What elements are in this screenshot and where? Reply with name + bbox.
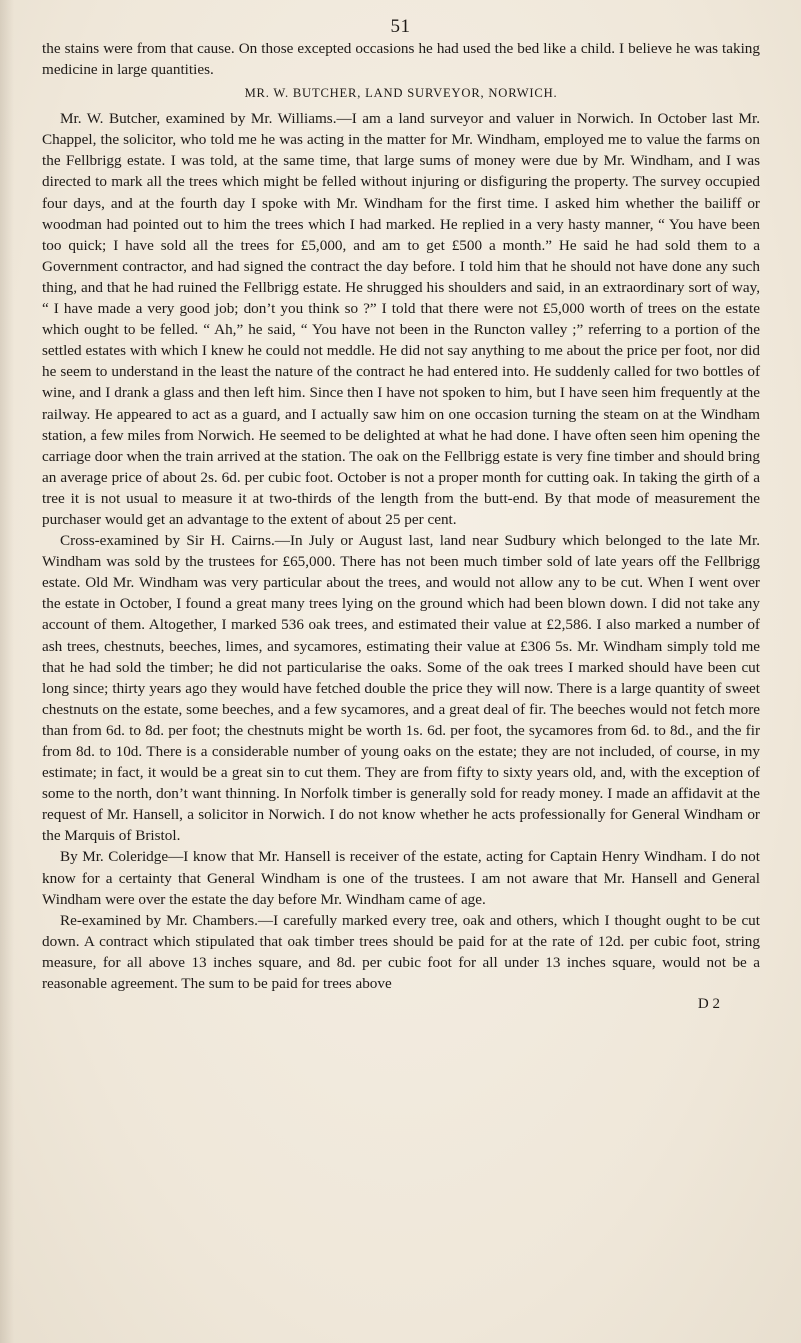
paragraph-cross-examination: Cross-examined by Sir H. Cairns.—In July or August last, land near Sudbury which belonged to the late Mr. Windham was sold by the trustees for £65,000. There has not been much timber sold of late years off the Fellbrigg estate. Old Mr. Windham was very particular about the trees, and would not allow any to be cut. When I went over the estate in October, I found a great many trees lying on the ground which had been blown down. I did not take any account of them. Altogether, I marked 536 oak trees, and estimated their value at £2,586. I also marked a number of ash trees, chestnuts, beeches, limes, and sycamores, estimating their value at £306 5s. Mr. Windham simply told me that he had sold the timber; he did not particularise the oaks. Some of the oak trees I marked should have been cut long since; thirty years ago they would have fetched double the price they will now. There is a large quantity of sweet chestnuts on the estate, some beeches, and a few sycamores, and a great deal of fir. The beeches would not fetch more than from 6d. to 8d. per foot; the chestnuts might be worth 1s. 6d. per foot, the sycamores from 6d. to 8d., and the fir from 8d. to 10d. There is a considerable number of young oaks on the estate; they are not included, of course, in my estimate; in fact, it would be a great sin to cut them. They are from fifty to sixty years old, and, with the exception of some to the north, don’t want thinning. In Norfolk timber is generally sold for ready money. I made an affidavit at the request of Mr. Hansell, a solicitor in Norwich. I do not know whether he acts professionally for General Windham or the Marquis of Bristol. <box>42 532 760 845</box>
binding-shadow <box>0 0 14 1343</box>
section-heading: MR. W. BUTCHER, LAND SURVEYOR, NORWICH. <box>244 86 558 101</box>
signature-mark: D 2 <box>697 996 720 1013</box>
paragraph-examination: Mr. W. Butcher, examined by Mr. Williams.—I am a land surveyor and valuer in Norwich. In October last Mr. Chappel, the solicitor, who told me he was acting in the matter for Mr. Windham, employed me to value the farms on the Fellbrigg estate. I was told, at the same time, that large sums of money were due by Mr. Windham, and I was directed to mark all the trees which might be felled without injuring or disfiguring the property. The survey occupied four days, and at the fourth day I spoke with Mr. Windham for the first time. I asked him whether the bailiff or woodman had pointed out to him the trees which I had marked. He replied in a very hasty manner, “ You have been too quick; I have sold all the trees for £5,000, and am to get £500 a month.” He said he had sold them to a Government contractor, and had signed the contract the day before. I told him that he should not have done any such thing, and that he had ruined the Fellbrigg estate. He shrugged his shoulders and said, in an extraordinary sort of way, “ I have made a very good job; don’t you think so ?” I told that there were not £5,000 worth of trees on the estate which ought to be felled. “ Ah,” he said, “ You have not been in the Runcton valley ;” referring to a portion of the settled estates with which I knew he could not meddle. He did not say anything to me about the price per foot, nor did he seem to understand in the least the nature of the contract he had entered into. He suddenly called for two bottles of wine, and I drank a glass and then left him. Since then I have not spoken to him, but I have seen him frequently at the railway. He appeared to act as a guard, and I actually saw him on one occasion turning the steam on at the Windham station, a few miles from Norwich. He seemed to be delighted at what he had done. I have often seen him opening the carriage door when the train arrived at the station. The oak on the Fellbrigg estate is very fine timber and should bring an average price of about 2s. 6d. per cubic foot. October is not a proper month for cutting oak. In taking the girth of a tree it is not usual to measure it at two-thirds of the length from the butt-end. By that mode of measurement the purchaser would get an advantage to the extent of about 25 per cent. <box>42 110 760 528</box>
paragraph-re-examination: Re-examined by Mr. Chambers.—I carefully marked every tree, oak and others, which I thought ought to be cut down. A contract which stipulated that oak timber trees should be paid for at the rate of 12d. per cubic foot, string measure, for all above 13 inches square, and 8d. per cubic foot for all under 13 inches square, would not be a reasonable agreement. The sum to be paid for trees above <box>42 911 760 993</box>
continued-paragraph: the stains were from that cause. On those excepted occasions he had used the bed like a child. I believe he was taking medicine in large quantities. <box>42 40 760 79</box>
body-text <box>42 38 760 1014</box>
page-number: 51 <box>390 16 411 37</box>
paragraph-coleridge: By Mr. Coleridge—I know that Mr. Hansell is receiver of the estate, acting for Captain Henry Windham. I do not know for a certainty that General Windham is one of the trustees. I am not aware that Mr. Hansell and General Windham were over the estate the day before Mr. Windham came of age. <box>42 848 760 908</box>
